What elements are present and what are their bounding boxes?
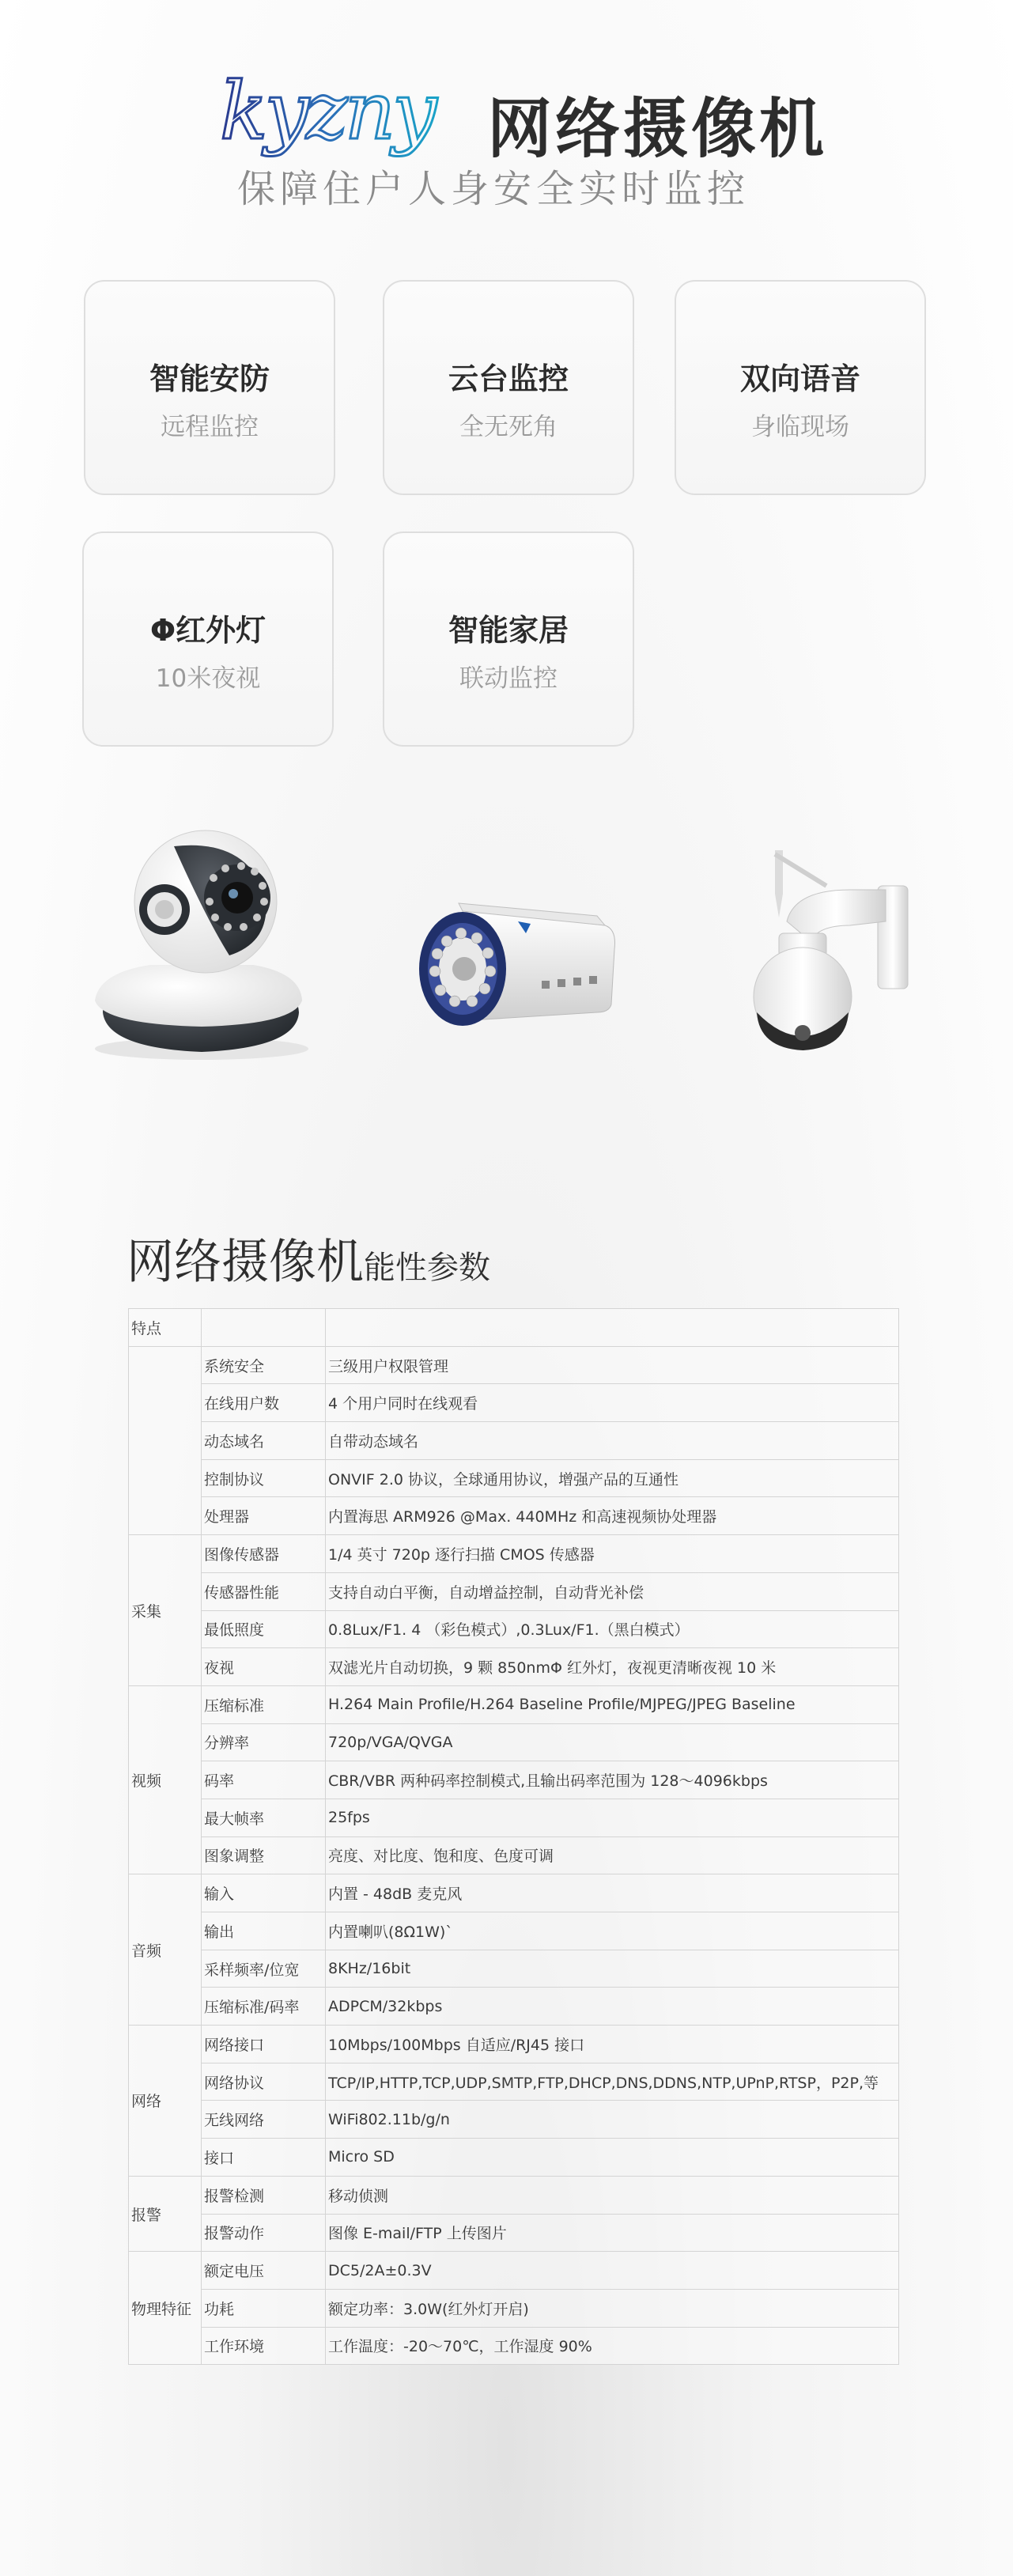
table-row — [129, 2101, 899, 2139]
param-name-cell: 传感器性能 — [202, 1572, 326, 1610]
feature-subtitle: 身临现场 — [751, 413, 849, 441]
empty-header-cell — [202, 1309, 326, 1347]
dome-camera-image — [87, 823, 316, 1068]
feature-card-ptz — [383, 280, 634, 495]
category-cell: 音频 — [129, 1874, 202, 2026]
param-value-cell: 8KHz/16bit — [326, 1950, 899, 1988]
param-value-cell: H.264 Main Profile/H.264 Baseline Profile/MJPEG/JPEG Baseline — [326, 1685, 899, 1723]
param-value-cell: 工作温度：-20～70℃，工作湿度 90% — [326, 2327, 899, 2365]
param-name-cell: 码率 — [202, 1761, 326, 1799]
param-value-cell: 支持自动白平衡，自动增益控制，自动背光补偿 — [326, 1572, 899, 1610]
feature-subtitle: 远程监控 — [161, 413, 259, 441]
param-name-cell: 工作环境 — [202, 2327, 326, 2365]
table-row — [129, 1610, 899, 1648]
param-name-cell: 动态域名 — [202, 1422, 326, 1460]
param-name-cell: 系统安全 — [202, 1346, 326, 1384]
param-name-cell: 图像传感器 — [202, 1535, 326, 1573]
param-value-cell: TCP/IP,HTTP,TCP,UDP,SMTP,FTP,DHCP,DNS,DDNS,NTP,UPnP,RTSP，P2P,等 — [326, 2063, 899, 2101]
param-name-cell: 接口 — [202, 2139, 326, 2177]
param-name-cell: 输出 — [202, 1912, 326, 1950]
table-row — [129, 2327, 899, 2365]
product-images — [0, 823, 1013, 1084]
param-value-cell: CBR/VBR 两种码率控制模式,且输出码率范围为 128～4096kbps — [326, 1761, 899, 1799]
table-row — [129, 1422, 899, 1460]
param-value-cell: 移动侦测 — [326, 2176, 899, 2214]
param-name-cell: 输入 — [202, 1874, 326, 1912]
table-header-row — [129, 1309, 899, 1347]
table-row — [129, 1836, 899, 1874]
param-value-cell: 4 个用户同时在线观看 — [326, 1384, 899, 1422]
table-row — [129, 2026, 899, 2063]
feature-title: 云台监控 — [448, 361, 569, 396]
table-row — [129, 2063, 899, 2101]
params-title-sub: 能性参数 — [364, 1250, 490, 1286]
feature-title: 智能家居 — [448, 613, 569, 648]
feature-card-two-way-audio — [675, 280, 926, 495]
param-value-cell: 自带动态域名 — [326, 1422, 899, 1460]
param-name-cell: 额定电压 — [202, 2252, 326, 2290]
feature-card-infrared — [82, 531, 334, 747]
feature-subtitle: 10米夜视 — [155, 664, 261, 693]
param-name-cell: 最大帧率 — [202, 1799, 326, 1836]
param-name-cell: 压缩标准/码率 — [202, 1988, 326, 2026]
table-row — [129, 1572, 899, 1610]
empty-header-cell — [326, 1309, 899, 1347]
feature-title: Φ红外灯 — [149, 613, 266, 648]
param-value-cell: 三级用户权限管理 — [326, 1346, 899, 1384]
params-title-main: 网络摄像机 — [127, 1235, 364, 1290]
ptz-camera-image — [731, 846, 921, 1076]
feature-card-smart-home — [383, 531, 634, 747]
feature-card-security — [84, 280, 335, 495]
table-row — [129, 2176, 899, 2214]
header — [0, 71, 1013, 229]
bullet-camera-image — [399, 894, 629, 1044]
param-name-cell: 压缩标准 — [202, 1685, 326, 1723]
table-row — [129, 1761, 899, 1799]
param-name-cell: 网络协议 — [202, 2063, 326, 2101]
category-cell: 报警 — [129, 2176, 202, 2251]
table-row — [129, 1459, 899, 1497]
table-row — [129, 1799, 899, 1836]
table-row — [129, 1723, 899, 1761]
param-value-cell: ONVIF 2.0 协议，全球通用协议，增强产品的互通性 — [326, 1459, 899, 1497]
brand-title: 网络摄像机 — [487, 92, 828, 167]
table-row — [129, 1988, 899, 2026]
svg-text:kyzny: kyzny — [220, 71, 434, 157]
param-value-cell: 内置喇叭(8Ω1W)` — [326, 1912, 899, 1950]
feature-subtitle: 全无死角 — [459, 413, 558, 441]
param-name-cell: 分辨率 — [202, 1723, 326, 1761]
table-row — [129, 1535, 899, 1573]
kyzny-logo — [220, 71, 473, 166]
param-value-cell: 图像 E-mail/FTP 上传图片 — [326, 2214, 899, 2252]
category-cell — [129, 1346, 202, 1534]
param-name-cell: 功耗 — [202, 2289, 326, 2327]
table-row — [129, 1685, 899, 1723]
param-name-cell: 图象调整 — [202, 1836, 326, 1874]
kyzny-logo-graphic — [220, 71, 473, 166]
category-cell: 网络 — [129, 2026, 202, 2177]
param-value-cell: 额定功率：3.0W(红外灯开启) — [326, 2289, 899, 2327]
param-value-cell: WiFi802.11b/g/n — [326, 2101, 899, 2139]
category-cell: 视频 — [129, 1685, 202, 1874]
params-title — [127, 1224, 490, 1292]
table-row — [129, 2214, 899, 2252]
param-name-cell: 处理器 — [202, 1497, 326, 1535]
category-cell: 采集 — [129, 1535, 202, 1686]
param-value-cell: 10Mbps/100Mbps 自适应/RJ45 接口 — [326, 2026, 899, 2063]
feature-header-cell: 特点 — [129, 1309, 202, 1347]
table-row — [129, 1497, 899, 1535]
param-value-cell: 1/4 英寸 720p 逐行扫描 CMOS 传感器 — [326, 1535, 899, 1573]
table-row — [129, 2252, 899, 2290]
table-row — [129, 1648, 899, 1686]
param-value-cell: 720p/VGA/QVGA — [326, 1723, 899, 1761]
param-value-cell: ADPCM/32kbps — [326, 1988, 899, 2026]
param-name-cell: 最低照度 — [202, 1610, 326, 1648]
table-row — [129, 1874, 899, 1912]
param-name-cell: 控制协议 — [202, 1459, 326, 1497]
param-name-cell: 夜视 — [202, 1648, 326, 1686]
feature-subtitle: 联动监控 — [459, 664, 558, 693]
feature-title: 智能安防 — [149, 361, 270, 396]
param-name-cell: 采样频率/位宽 — [202, 1950, 326, 1988]
param-value-cell: 亮度、对比度、饱和度、色度可调 — [326, 1836, 899, 1874]
table-row — [129, 2139, 899, 2177]
param-value-cell: DC5/2A±0.3V — [326, 2252, 899, 2290]
table-row — [129, 1346, 899, 1384]
param-name-cell: 报警检测 — [202, 2176, 326, 2214]
spec-table — [128, 1308, 899, 2365]
param-name-cell: 在线用户数 — [202, 1384, 326, 1422]
param-name-cell: 无线网络 — [202, 2101, 326, 2139]
slogan: 保障住户人身安全实时监控 — [237, 167, 750, 211]
table-row — [129, 2289, 899, 2327]
param-value-cell: 0.8Lux/F1. 4 （彩色模式）,0.3Lux/F1.（黑白模式） — [326, 1610, 899, 1648]
param-value-cell: 25fps — [326, 1799, 899, 1836]
param-value-cell: Micro SD — [326, 2139, 899, 2177]
table-row — [129, 1912, 899, 1950]
param-value-cell: 内置 - 48dB 麦克风 — [326, 1874, 899, 1912]
param-value-cell: 内置海思 ARM926 @Max. 440MHz 和高速视频协处理器 — [326, 1497, 899, 1535]
param-name-cell: 网络接口 — [202, 2026, 326, 2063]
table-row — [129, 1950, 899, 1988]
category-cell: 物理特征 — [129, 2252, 202, 2365]
table-row — [129, 1384, 899, 1422]
feature-title: 双向语音 — [739, 361, 860, 396]
param-name-cell: 报警动作 — [202, 2214, 326, 2252]
param-value-cell: 双滤光片自动切换，9 颗 850nmΦ 红外灯，夜视更清晰夜视 10 米 — [326, 1648, 899, 1686]
